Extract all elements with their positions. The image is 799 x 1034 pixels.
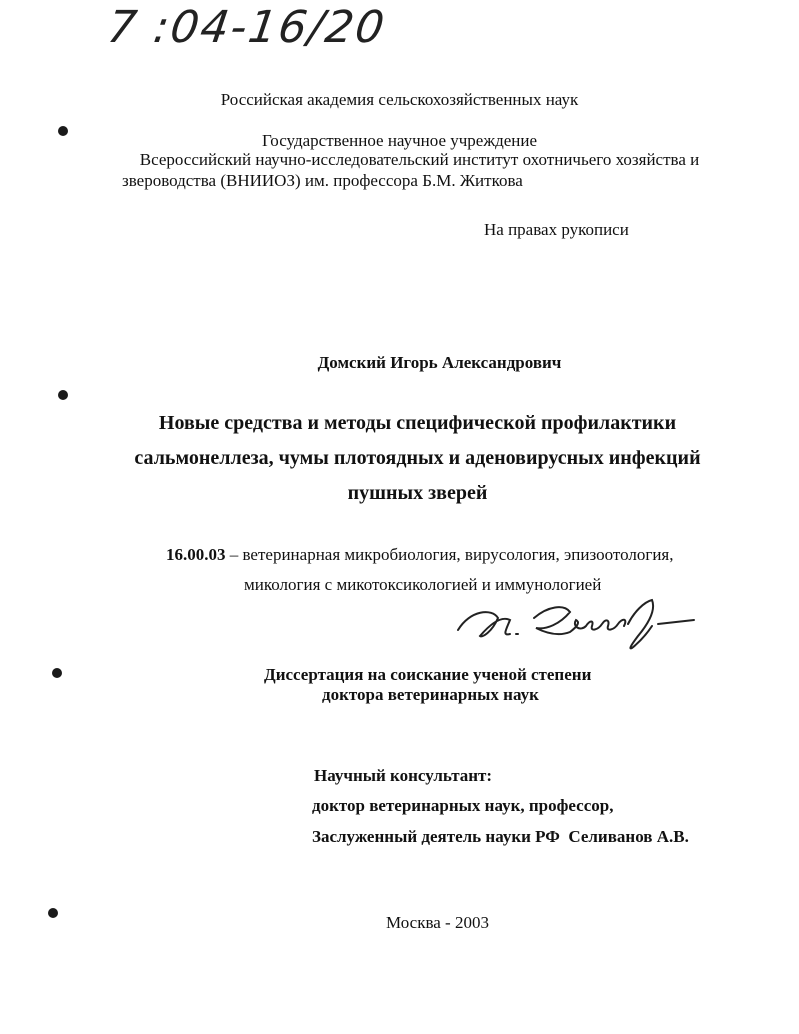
punch-hole-mark bbox=[52, 668, 62, 678]
title-line3: пушных зверей bbox=[347, 482, 488, 504]
specialty-line1 bbox=[166, 545, 674, 565]
specialty-code: 16.00.03 bbox=[166, 545, 226, 564]
consultant-line2: Заслуженный деятель науки РФ Селиванов А.В. bbox=[312, 827, 689, 846]
author-signature bbox=[452, 596, 702, 656]
archive-number: 7 :04-16/20 bbox=[104, 2, 390, 53]
signature-text: И. Домский bbox=[452, 654, 458, 655]
organization-type: Государственное научное учреждение bbox=[261, 131, 538, 150]
degree-line1: Диссертация на соискание ученой степени bbox=[264, 665, 592, 684]
organization-name-line1: Всероссийский научно-исследовательский институт охотничьего хозяйства и bbox=[139, 150, 700, 169]
specialty-description: – ветеринарная микробиология, вирусология, эпизоотология, bbox=[225, 545, 674, 564]
consultant-label: Научный консультант: bbox=[314, 766, 493, 785]
organization-name-line2: звероводства (ВНИИОЗ) им. профессора Б.М. Житкова bbox=[122, 171, 523, 190]
manuscript-note: На правах рукописи bbox=[484, 220, 629, 239]
specialty-line2: микология с микотоксикологией и иммунологией bbox=[244, 575, 602, 594]
city-year: Москва - 2003 bbox=[386, 913, 489, 932]
academy-name: Российская академия сельскохозяйственных наук bbox=[220, 90, 579, 109]
punch-hole-mark bbox=[58, 390, 68, 400]
consultant-line1: доктор ветеринарных наук, профессор, bbox=[312, 796, 614, 815]
author-name: Домский Игорь Александрович bbox=[317, 353, 562, 372]
title-line2: сальмонеллеза, чумы плотоядных и аденовирусных инфекций bbox=[134, 447, 701, 469]
degree-line2: доктора ветеринарных наук bbox=[322, 685, 539, 704]
title-line1: Новые средства и методы специфической профилактики bbox=[158, 412, 677, 434]
